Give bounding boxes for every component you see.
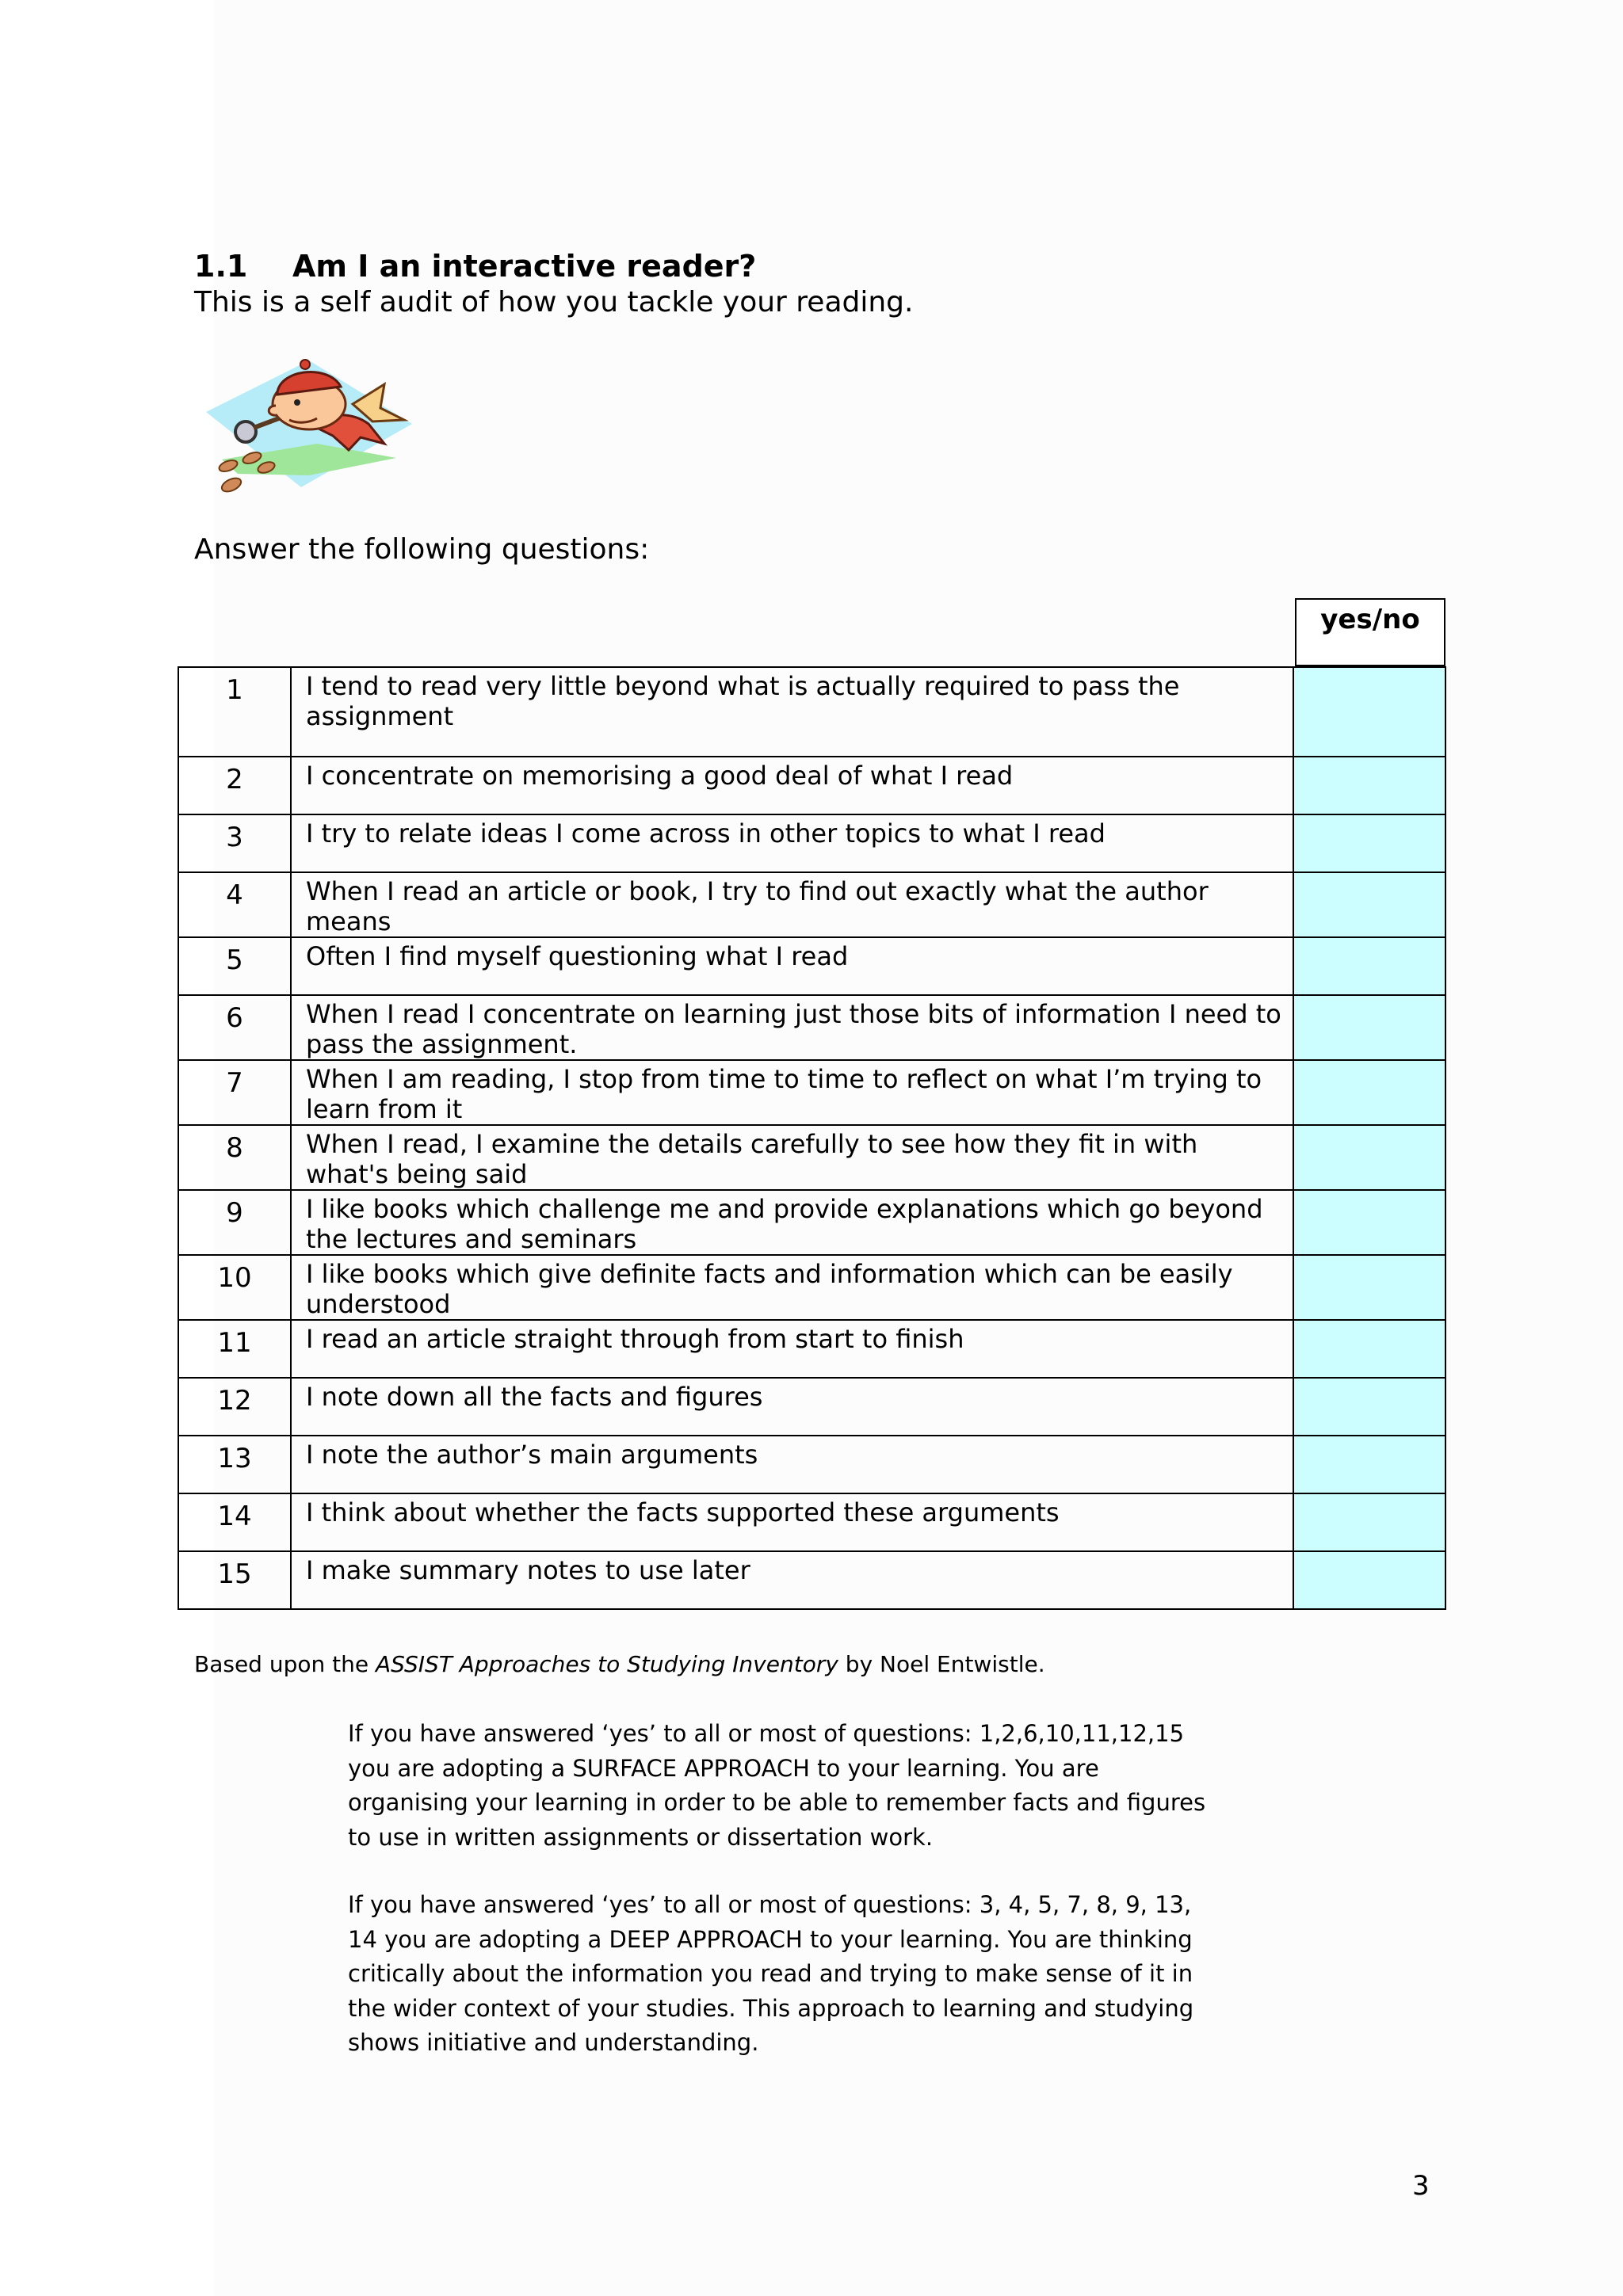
question-number: 5 — [178, 937, 291, 995]
question-number: 1 — [178, 667, 291, 757]
question-number: 10 — [178, 1255, 291, 1320]
question-text: I note the author’s main arguments — [291, 1436, 1293, 1493]
detective-with-magnifying-glass-icon — [190, 349, 420, 499]
question-number: 9 — [178, 1190, 291, 1255]
question-number: 7 — [178, 1060, 291, 1125]
table-row — [178, 1493, 1445, 1551]
question-text: When I am reading, I stop from time to time to reflect on what I’m trying to learn from it — [291, 1060, 1293, 1125]
question-number: 4 — [178, 872, 291, 937]
deep-approach-paragraph: If you have answered ‘yes’ to all or most of questions: 3, 4, 5, 7, 8, 9, 13, 14 you are adopting a DEEP APPROACH to your learning. You are thinking critically about the information you read and trying to make sense of it in the wider context of your studies. This approach to learning and studying shows initiative and understanding. — [348, 1891, 1194, 2056]
question-text: I think about whether the facts supported these arguments — [291, 1493, 1293, 1551]
answer-cell[interactable] — [1293, 1378, 1445, 1436]
question-text: I like books which give definite facts and information which can be easily understood — [291, 1255, 1293, 1320]
source-citation — [194, 1650, 1045, 1680]
table-row — [178, 1551, 1445, 1609]
source-prefix: Based upon the — [194, 1651, 376, 1677]
answer-cell[interactable] — [1293, 872, 1445, 937]
section-number: 1.1 — [194, 249, 248, 284]
question-number: 12 — [178, 1378, 291, 1436]
table-row — [178, 1190, 1445, 1255]
answer-cell[interactable] — [1293, 814, 1445, 872]
question-text: I read an article straight through from start to finish — [291, 1320, 1293, 1378]
question-number: 11 — [178, 1320, 291, 1378]
answer-cell[interactable] — [1293, 937, 1445, 995]
table-row — [178, 872, 1445, 937]
table-row — [178, 1255, 1445, 1320]
table-row — [178, 995, 1445, 1060]
question-text: I make summary notes to use later — [291, 1551, 1293, 1609]
question-number: 2 — [178, 757, 291, 814]
answer-cell[interactable] — [1293, 1255, 1445, 1320]
answer-column-header: yes/no — [1295, 598, 1445, 666]
question-text: When I read I concentrate on learning just those bits of information I need to pass the assignment. — [291, 995, 1293, 1060]
source-title: ASSIST Approaches to Studying Inventory — [376, 1651, 838, 1677]
table-row — [178, 757, 1445, 814]
instructions: Answer the following questions: — [194, 533, 650, 566]
answer-cell[interactable] — [1293, 995, 1445, 1060]
answer-cell[interactable] — [1293, 1060, 1445, 1125]
answer-cell[interactable] — [1293, 1125, 1445, 1190]
answer-cell[interactable] — [1293, 1190, 1445, 1255]
question-number: 3 — [178, 814, 291, 872]
question-number: 14 — [178, 1493, 291, 1551]
question-number: 15 — [178, 1551, 291, 1609]
question-text: I try to relate ideas I come across in other topics to what I read — [291, 814, 1293, 872]
question-number: 13 — [178, 1436, 291, 1493]
table-row — [178, 937, 1445, 995]
answer-cell[interactable] — [1293, 1551, 1445, 1609]
table-row — [178, 667, 1445, 757]
table-row — [178, 1060, 1445, 1125]
section-heading — [194, 246, 756, 287]
question-number: 8 — [178, 1125, 291, 1190]
source-suffix: by Noel Entwistle. — [838, 1651, 1045, 1677]
table-row — [178, 814, 1445, 872]
page-number: 3 — [1412, 2170, 1430, 2202]
questionnaire-table — [178, 666, 1446, 1610]
question-text: I tend to read very little beyond what is actually required to pass the assignment — [291, 667, 1293, 757]
question-number: 6 — [178, 995, 291, 1060]
section-subtitle: This is a self audit of how you tackle your reading. — [194, 286, 914, 318]
answer-cell[interactable] — [1293, 757, 1445, 814]
table-row — [178, 1125, 1445, 1190]
answer-cell[interactable] — [1293, 1493, 1445, 1551]
table-row — [178, 1378, 1445, 1436]
question-text: Often I find myself questioning what I read — [291, 937, 1293, 995]
question-text: I concentrate on memorising a good deal of what I read — [291, 757, 1293, 814]
surface-approach-paragraph: If you have answered ‘yes’ to all or most of questions: 1,2,6,10,11,12,15 you are adopting a SURFACE APPROACH to your learning. You are organising your learning in order to be able to remember facts and figures to use in written assignments or dissertation work. — [348, 1720, 1206, 1851]
table-row — [178, 1320, 1445, 1378]
question-text: I note down all the facts and figures — [291, 1378, 1293, 1436]
table-row — [178, 1436, 1445, 1493]
question-text: When I read, I examine the details carefully to see how they fit in with what's being said — [291, 1125, 1293, 1190]
section-title: Am I an interactive reader? — [292, 249, 757, 284]
answer-cell[interactable] — [1293, 667, 1445, 757]
question-text: When I read an article or book, I try to find out exactly what the author means — [291, 872, 1293, 937]
question-text: I like books which challenge me and provide explanations which go beyond the lectures and seminars — [291, 1190, 1293, 1255]
answer-cell[interactable] — [1293, 1320, 1445, 1378]
answer-cell[interactable] — [1293, 1436, 1445, 1493]
